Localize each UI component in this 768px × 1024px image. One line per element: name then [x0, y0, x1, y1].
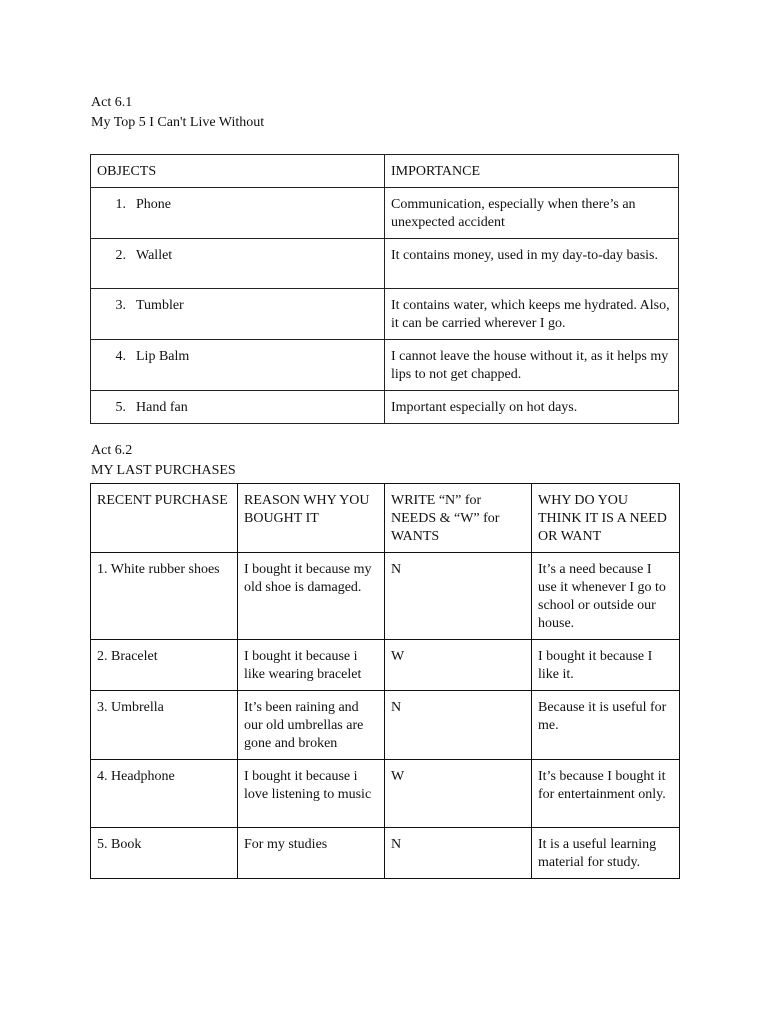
object-name: Lip Balm — [136, 349, 190, 364]
header-why: WHY DO YOU THINK IT IS A NEED OR WANT — [532, 484, 680, 553]
row-number: 5. — [115, 400, 126, 415]
header-objects: OBJECTS — [91, 155, 385, 188]
reason-cell: I bought it because i like wearing bracelet — [238, 640, 385, 691]
act2-title: MY LAST PURCHASES — [91, 463, 236, 478]
table-row — [91, 640, 680, 691]
need-want-cell: N — [385, 828, 532, 879]
object-name: Phone — [136, 197, 171, 212]
need-want-cell: N — [385, 553, 532, 640]
why-cell: It is a useful learning material for study. — [532, 828, 680, 879]
table-row — [91, 340, 679, 391]
importance-cell: It contains water, which keeps me hydrated. Also, it can be carried wherever I go. — [385, 289, 679, 340]
object-name: Hand fan — [136, 400, 188, 415]
need-want-cell: W — [385, 640, 532, 691]
purchase-cell: 2. Bracelet — [91, 640, 238, 691]
importance-cell: Communication, especially when there’s an unexpected accident — [385, 188, 679, 239]
reason-cell: I bought it because my old shoe is damaged. — [238, 553, 385, 640]
row-number: 3. — [115, 298, 126, 313]
object-cell — [91, 188, 385, 239]
top5-table — [90, 154, 679, 424]
object-cell — [91, 289, 385, 340]
object-cell — [91, 391, 385, 424]
need-want-cell: N — [385, 691, 532, 760]
reason-cell: For my studies — [238, 828, 385, 879]
object-cell — [91, 239, 385, 289]
importance-cell: Important especially on hot days. — [385, 391, 679, 424]
reason-cell: I bought it because i love listening to music — [238, 760, 385, 828]
table-row — [91, 391, 679, 424]
table-header-row — [91, 155, 679, 188]
object-cell — [91, 340, 385, 391]
row-number: 4. — [115, 349, 126, 364]
table-row — [91, 760, 680, 828]
header-recent-purchase: RECENT PURCHASE — [91, 484, 238, 553]
header-need-or-want: WRITE “N” for NEEDS & “W” for WANTS — [385, 484, 532, 553]
table-row — [91, 828, 680, 879]
header-reason: REASON WHY YOU BOUGHT IT — [238, 484, 385, 553]
table-row — [91, 553, 680, 640]
act2-label: Act 6.2 — [91, 443, 133, 458]
why-cell: I bought it because I like it. — [532, 640, 680, 691]
need-want-cell: W — [385, 760, 532, 828]
purchase-cell: 3. Umbrella — [91, 691, 238, 760]
purchase-cell: 5. Book — [91, 828, 238, 879]
importance-cell: I cannot leave the house without it, as it helps my lips to not get chapped. — [385, 340, 679, 391]
purchases-table — [90, 483, 680, 879]
row-number: 1. — [115, 197, 126, 212]
purchase-cell: 4. Headphone — [91, 760, 238, 828]
table-row — [91, 691, 680, 760]
row-number: 2. — [115, 248, 126, 263]
table-row — [91, 188, 679, 239]
why-cell: It’s a need because I use it whenever I go to school or outside our house. — [532, 553, 680, 640]
why-cell: Because it is useful for me. — [532, 691, 680, 760]
purchase-cell: 1. White rubber shoes — [91, 553, 238, 640]
act1-title: My Top 5 I Can't Live Without — [91, 115, 265, 130]
header-importance: IMPORTANCE — [385, 155, 679, 188]
why-cell: It’s because I bought it for entertainment only. — [532, 760, 680, 828]
table-row — [91, 239, 679, 289]
table-row — [91, 289, 679, 340]
table-header-row — [91, 484, 680, 553]
act1-label: Act 6.1 — [91, 95, 133, 110]
object-name: Tumbler — [136, 298, 184, 313]
reason-cell: It’s been raining and our old umbrellas are gone and broken — [238, 691, 385, 760]
object-name: Wallet — [136, 248, 173, 263]
importance-cell: It contains money, used in my day-to-day basis. — [385, 239, 679, 289]
